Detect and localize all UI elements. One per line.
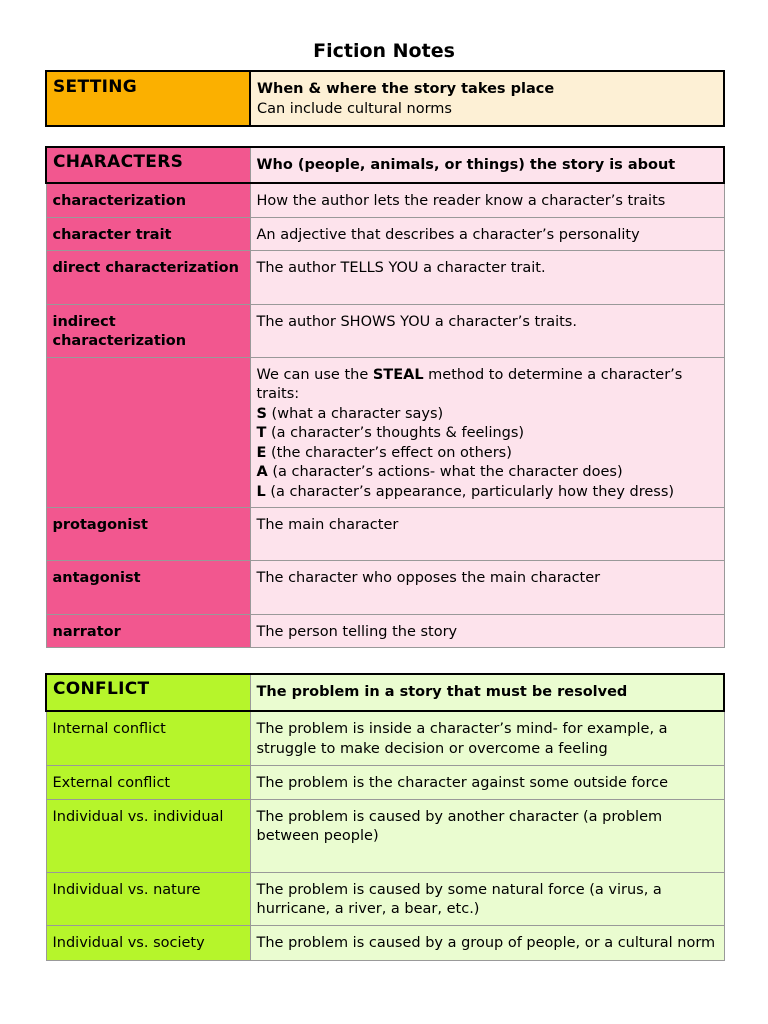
empty-term-cell bbox=[46, 357, 250, 507]
setting-heading: SETTING bbox=[53, 77, 138, 97]
characters-definition-cell bbox=[250, 147, 724, 183]
steal-intro bbox=[257, 366, 724, 405]
conflict-definition-cell bbox=[250, 674, 724, 711]
table-row bbox=[46, 217, 724, 250]
steal-intro-after: method to determine a character’s traits: bbox=[256, 366, 683, 402]
characters-table bbox=[45, 146, 725, 648]
steal-letter: L bbox=[256, 483, 266, 500]
term-cell: antagonist bbox=[46, 560, 250, 614]
definition-cell: The main character bbox=[250, 507, 724, 560]
setting-heading-cell bbox=[46, 71, 250, 126]
steal-text: (the character’s effect on others) bbox=[266, 444, 512, 461]
conflict-definition: The problem in a story that must be resolved bbox=[256, 684, 628, 700]
steal-item bbox=[257, 424, 724, 444]
steal-keyword: STEAL bbox=[372, 366, 424, 383]
table-row bbox=[46, 614, 724, 647]
table-row bbox=[46, 507, 724, 560]
definition-cell: The problem is caused by another character (a problem between people) bbox=[250, 799, 724, 872]
steal-item bbox=[257, 483, 724, 503]
definition-cell: An adjective that describes a character’s personality bbox=[250, 217, 724, 250]
conflict-table bbox=[45, 673, 725, 961]
steal-text: (a character’s actions- what the character does) bbox=[267, 464, 623, 480]
steal-text: (a character’s thoughts & feelings) bbox=[266, 425, 525, 441]
term-cell: Individual vs. nature bbox=[46, 872, 250, 925]
steal-item bbox=[257, 405, 724, 425]
term-cell: direct characterization bbox=[46, 250, 250, 304]
definition-cell: The problem is caused by a group of people, or a cultural norm bbox=[250, 925, 724, 960]
steal-intro-before: We can use the bbox=[256, 366, 373, 383]
setting-definition-cell bbox=[250, 71, 724, 126]
table-row bbox=[46, 872, 724, 925]
table-row bbox=[46, 183, 724, 217]
definition-cell: The problem is caused by some natural force (a virus, a hurricane, a river, a bear, etc.) bbox=[250, 872, 724, 925]
table-row bbox=[46, 250, 724, 304]
definition-cell: The author SHOWS YOU a character’s traits. bbox=[250, 304, 724, 357]
term-cell: characterization bbox=[46, 183, 250, 217]
steal-letter: A bbox=[256, 464, 268, 480]
steal-letter: S bbox=[256, 405, 267, 422]
steal-text: (a character’s appearance, particularly how they dress) bbox=[265, 483, 675, 500]
steal-letter: T bbox=[256, 425, 267, 441]
definition-cell: The character who opposes the main character bbox=[250, 560, 724, 614]
steal-item bbox=[257, 444, 724, 464]
term-cell: External conflict bbox=[46, 765, 250, 799]
table-row bbox=[46, 925, 724, 960]
setting-definition: When & where the story takes place bbox=[257, 81, 555, 97]
setting-extra: Can include cultural norms bbox=[257, 100, 452, 117]
table-row bbox=[46, 560, 724, 614]
term-cell: Individual vs. society bbox=[46, 925, 250, 960]
term-cell: character trait bbox=[46, 217, 250, 250]
page-title: Fiction Notes bbox=[313, 40, 455, 62]
definition-cell: The author TELLS YOU a character trait. bbox=[250, 250, 724, 304]
table-row bbox=[46, 711, 724, 765]
definition-cell: How the author lets the reader know a character’s traits bbox=[250, 183, 724, 217]
definition-cell: The person telling the story bbox=[250, 614, 724, 647]
term-cell: narrator bbox=[46, 614, 250, 647]
term-cell: protagonist bbox=[46, 507, 250, 560]
table-row bbox=[46, 357, 724, 507]
setting-table bbox=[45, 70, 725, 127]
steal-text: (what a character says) bbox=[266, 405, 444, 422]
definition-cell: The problem is the character against some outside force bbox=[250, 765, 724, 799]
term-cell: indirect characterization bbox=[46, 304, 250, 357]
characters-definition: Who (people, animals, or things) the story is about bbox=[256, 157, 676, 173]
definition-cell: The problem is inside a character’s mind- for example, a struggle to make decision or overcome a feeling bbox=[250, 711, 724, 765]
table-row bbox=[46, 799, 724, 872]
term-cell: Internal conflict bbox=[46, 711, 250, 765]
conflict-heading: CONFLICT bbox=[53, 679, 150, 699]
table-row bbox=[46, 765, 724, 799]
steal-item bbox=[257, 463, 724, 483]
conflict-heading-cell bbox=[46, 674, 250, 711]
characters-heading-cell bbox=[46, 147, 250, 183]
steal-letter: E bbox=[256, 444, 267, 461]
characters-heading: CHARACTERS bbox=[53, 152, 184, 172]
table-row bbox=[46, 304, 724, 357]
term-cell: Individual vs. individual bbox=[46, 799, 250, 872]
steal-cell bbox=[250, 357, 724, 507]
